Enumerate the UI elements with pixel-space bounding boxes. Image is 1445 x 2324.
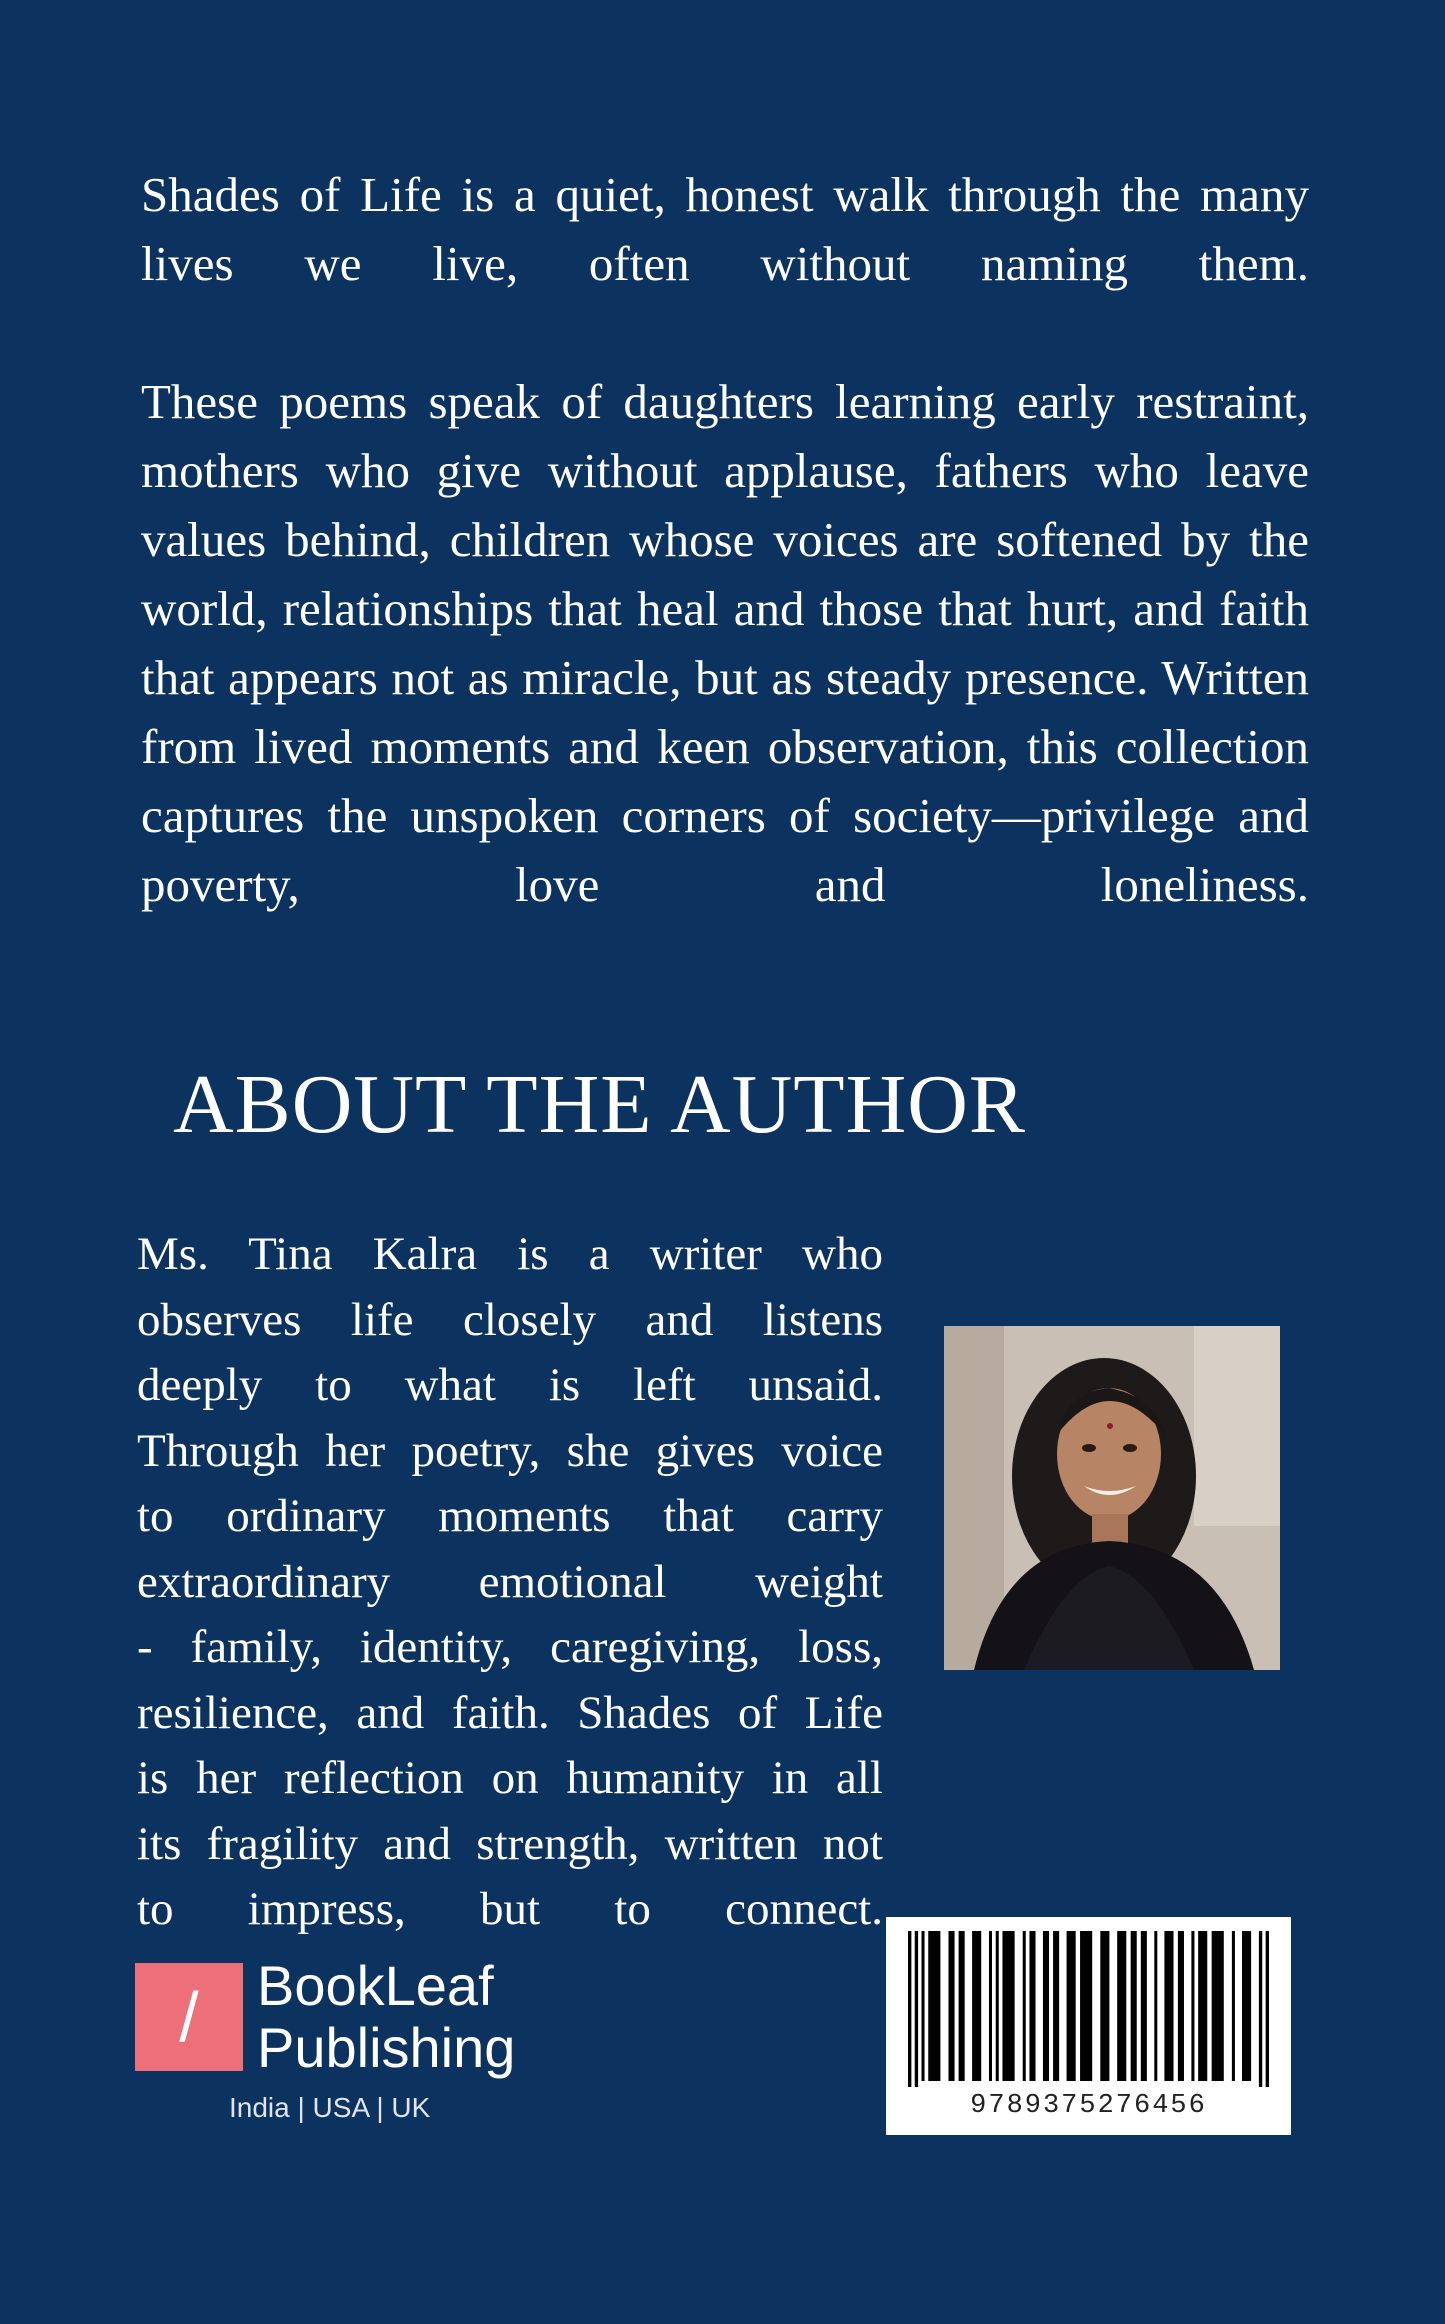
barcode-bar [1100,1931,1109,2081]
barcode-bar [996,1931,999,2081]
barcode-guard-bar [1259,1931,1262,2087]
barcode-bar [1029,1931,1035,2081]
bio-line: extraordinary emotional weight [137,1555,883,1608]
bio-line: deeply to what is left unsaid. [137,1359,883,1411]
blurb-paragraph-2: These poems speak of daughters learning early restraint, mothers who give without applause, fathers who leave values behind, children whose voices are softened by the world, relationships that heal and those that hurt, and faith that appears not as miracle, but as steady presence. Written from lived moments and keen observation, this collection captures the unspoken corners of society—privilege and poverty, love and loneliness. [141,374,1309,912]
barcode-bar [1212,1931,1224,2081]
bio-line: - family, identity, caregiving, loss, [137,1621,883,1673]
about-the-author-heading: ABOUT THE AUTHOR [173,1058,1026,1151]
bio-line: Through her poetry, she gives voice [137,1424,883,1477]
barcode-bar [1242,1931,1251,2081]
publisher-name-line-2: Publishing [257,2016,516,2079]
back-cover-blurb [141,160,1309,919]
bio-line: to impress, but to connect. [137,1883,883,1935]
barcode-guard-bar [908,1931,911,2087]
barcode-bar [1178,1931,1184,2081]
publisher-name-line-1: BookLeaf [257,1954,494,2017]
barcode-bar [1067,1931,1076,2081]
author-bio [137,1222,883,1943]
publisher-name [257,1955,515,2079]
bio-line: to ordinary moments that carry [137,1490,883,1542]
blurb-paragraph-1: Shades of Life is a quiet, honest walk through the many lives we live, often without naming them. [141,167,1309,291]
barcode-bar [1043,1931,1049,2081]
barcode-bar [1117,1931,1126,2081]
barcode-bar [1023,1931,1026,2081]
isbn-number: 9789375276456 [970,2091,1207,2121]
barcode-bar [1198,1931,1207,2081]
author-photo [944,1326,1280,1670]
barcode-bar [1164,1931,1173,2081]
barcode-bar [921,1931,924,2081]
barcode-bar [1080,1931,1092,2081]
barcode-bar [959,1931,965,2081]
barcode-bar [1002,1931,1014,2081]
bio-line: its fragility and strength, written not [137,1817,883,1870]
logo-mark: / [135,1963,243,2071]
publisher-regions: India | USA | UK [229,2092,431,2123]
isbn-barcode [886,1917,1291,2135]
barcode-bar [989,1931,992,2081]
barcode-guard-bar [915,1931,918,2087]
barcode-bar [1154,1931,1157,2081]
bio-line: resilience, and faith. Shades of Life [137,1686,883,1739]
barcode-bar [972,1931,981,2081]
barcode-bar [948,1931,954,2081]
barcode-bar [1131,1931,1137,2081]
bio-line: Ms. Tina Kalra is a writer who [137,1228,883,1280]
barcode-bars [886,1917,1291,2087]
bio-line: is her reflection on humanity in all [137,1752,883,1804]
barcode-bar [1191,1931,1194,2081]
barcode-bar [1141,1931,1147,2081]
barcode-bar [1232,1931,1235,2081]
author-portrait-illustration [944,1326,1280,1670]
barcode-bar [928,1931,940,2081]
bio-line: observes life closely and listens [137,1293,883,1346]
barcode-guard-bar [1266,1931,1269,2087]
barcode-bar [1053,1931,1059,2081]
